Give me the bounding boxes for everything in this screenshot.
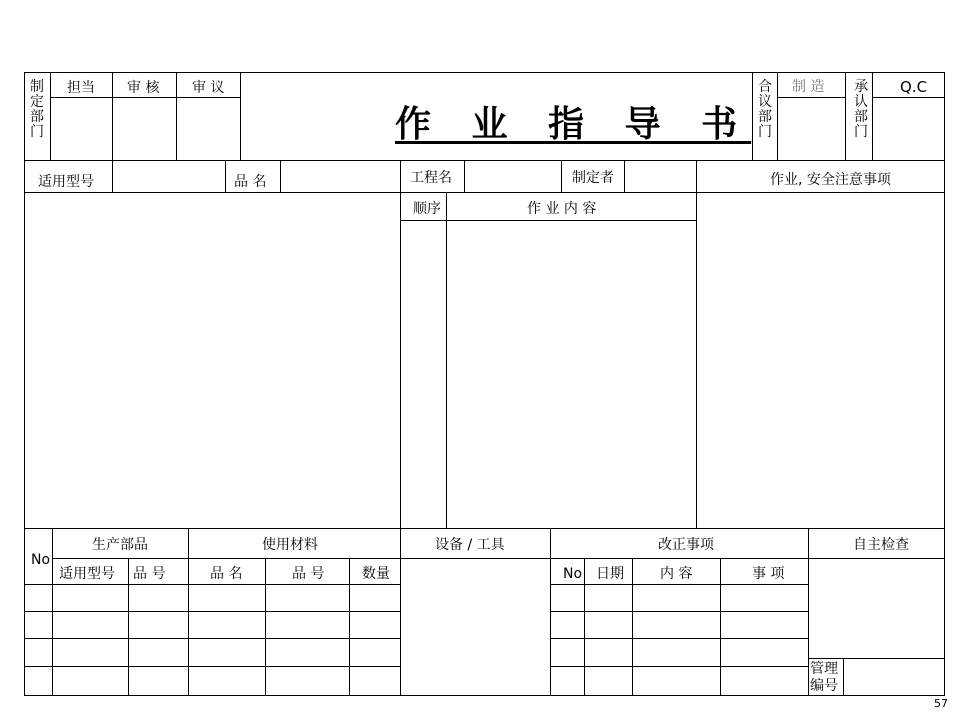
revision-date-label: 日期 (596, 566, 624, 582)
sub-material-no-label: 品 号 (292, 566, 325, 582)
approval-col-review: 审 核 (127, 80, 160, 96)
sub-model-label: 适用型号 (59, 566, 115, 582)
revision-header: 改正事项 (658, 537, 714, 553)
sequence-label: 顺序 (413, 201, 441, 217)
self-check-header: 自主检查 (853, 537, 909, 553)
page-title: 作 业 指 导 书 (395, 104, 752, 145)
product-name-label: 品 名 (234, 174, 267, 190)
bottom-no-label: No (31, 552, 51, 568)
make-label: 制 造 (792, 79, 825, 95)
approval-col-deliberate: 审 议 (192, 80, 225, 96)
sub-part-name-label: 品 名 (210, 566, 243, 582)
page-number: 57 (934, 697, 948, 710)
work-content-label: 作 业 内 容 (527, 201, 597, 217)
revision-no-label: No (563, 566, 583, 582)
sub-part-no-label: 品 号 (133, 566, 166, 582)
model-label: 适用型号 (38, 174, 94, 190)
parts-header: 生产部品 (92, 537, 148, 553)
approve-dept-label: 承认部门 (854, 79, 868, 140)
materials-header: 使用材料 (262, 537, 318, 553)
approval-col-owner: 担当 (67, 80, 95, 96)
qc-label: Q.C (900, 78, 928, 96)
revision-item-label: 事 项 (752, 566, 785, 582)
author-label: 制定者 (572, 170, 614, 186)
consult-dept-label: 合议部门 (758, 79, 772, 140)
revision-content-label: 内 容 (660, 566, 693, 582)
safety-notes-label: 作业, 安全注意事项 (770, 172, 891, 188)
process-name-label: 工程名 (410, 170, 452, 186)
management-number-label: 管理编号 (810, 661, 838, 694)
equipment-header: 设备 / 工具 (435, 537, 505, 553)
dept-left-label: 制定部门 (30, 79, 44, 140)
sub-quantity-label: 数量 (362, 566, 390, 582)
